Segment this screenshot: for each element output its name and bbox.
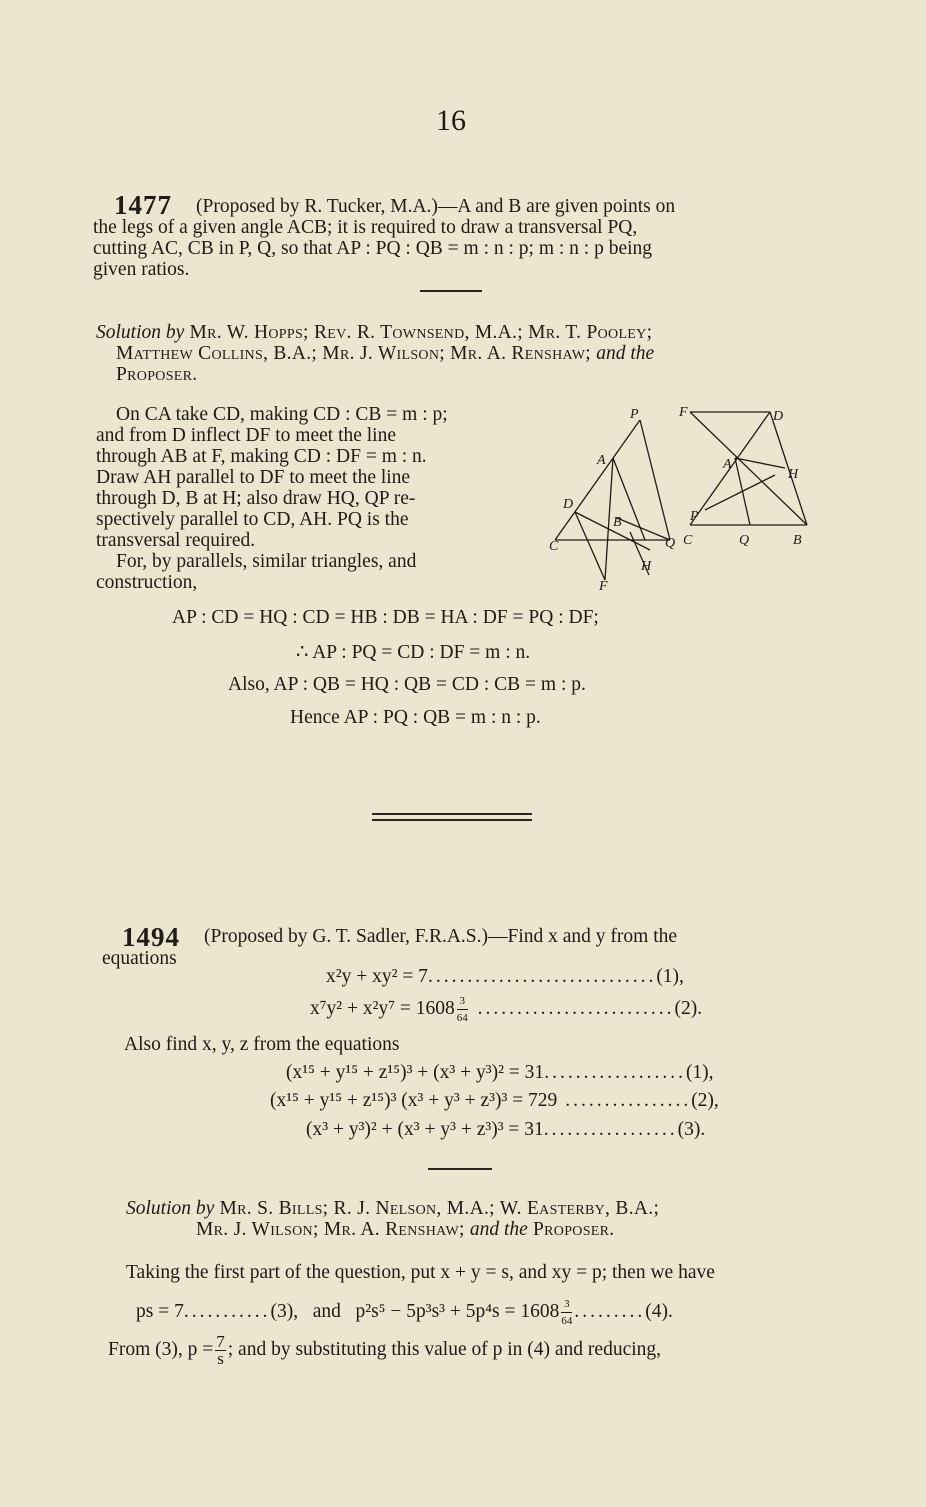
solution-by-label: Solution by [126,1198,215,1219]
equation-tag: (2), [691,1090,719,1111]
solution-contributors-2: Matthew Collins, B.A.; Mr. J. Wilson; Mr. A. Renshaw; [116,343,597,364]
figure-label: B [613,515,622,530]
geometry-figure [545,400,815,595]
equation-b2-expr: (x¹⁵ + y¹⁵ + z¹⁵)³ (x³ + y³ + z³)³ = 729 [270,1090,558,1111]
solution-contributors: Mr. S. Bills; R. J. Nelson, M.A.; W. Easterby, B.A.; [214,1198,660,1219]
equation-b2: (x¹⁵ + y¹⁵ + z¹⁵)³ (x³ + y³ + z³)³ = 729 ................(2), [270,1090,719,1111]
figure-label: C [683,533,693,548]
figure-label: A [723,457,732,472]
figure-label: H [641,559,652,574]
question-number: 1477 [114,190,172,220]
equation-a2-expr: x⁷y² + x²y⁷ = 1608 [310,997,455,1019]
question-1494-line-1: (Proposed by G. T. Sadler, F.R.A.S.)—Find x and y from the [204,926,678,947]
and-the-label: and the [469,1219,528,1240]
equation-b1: (x¹⁵ + y¹⁵ + z¹⁵)³ + (x³ + y³)² = 31..................(1), [286,1062,714,1083]
equation-b1-expr: (x¹⁵ + y¹⁵ + z¹⁵)³ + (x³ + y³)² = 31 [286,1062,545,1083]
solution-body-line: For, by parallels, similar triangles, and [116,551,417,572]
also-find-line: Also find x, y, z from the equations [124,1034,400,1055]
equation-tag: (1), [685,1062,714,1083]
equation-tag: (3), [270,1300,299,1322]
solution-heading-line-2 [116,343,654,364]
figure-label: Q [739,533,750,548]
equation-b3-expr: (x³ + y³)² + (x³ + y³ + z³)³ = 31 [306,1119,544,1140]
equation-a2: x⁷y² + x²y⁷ = 1608 $\frac{3}{64}$ .........................(2). [310,995,703,1024]
from-text: From (3), p = [108,1338,214,1360]
double-rule-bottom [372,819,532,821]
figure-label: P [690,509,699,524]
question-1477-line-4: given ratios. [93,259,190,280]
fraction-denominator: 64 [456,1012,468,1024]
question-number: 1494 [122,922,180,952]
and-the-label: and the [596,343,655,364]
equation-ps: ps = 7...........(3), and p²s⁵ − 5p³s³ + 5p⁴s = 1608 $\frac{3}{64}$ .........(4). [136,1298,673,1327]
equation-ps-expr: ps = 7 [136,1300,184,1322]
solution-body-line: through D, B at H; also draw HQ, QP re- [96,488,416,509]
solution-body-line: spectively parallel to CD, AH. PQ is the [96,509,409,530]
equation-tag: (2). [674,997,703,1019]
proof-equation-4: Hence AP : PQ : QB = m : n : p. [290,707,541,728]
page-number: 16 [436,104,466,137]
equation-b3: (x³ + y³)² + (x³ + y³ + z³)³ = 31.................(3). [306,1119,706,1140]
proof-equation-3: Also, AP : QB = HQ : QB = CD : CB = m : p. [228,674,586,695]
solution-body-line: Draw AH parallel to DF to meet the line [96,467,411,488]
section-divider [428,1168,492,1170]
equation-tag: (1), [656,966,684,987]
figure-label: Q [665,536,676,551]
fraction-numerator: 3 [561,1296,572,1313]
solution-body-line: On CA take CD, making CD : CB = m : p; [116,404,448,425]
section-divider [420,290,482,292]
figure-label: A [597,453,606,468]
question-1494-line-2: equations [102,948,177,969]
double-rule-top [372,813,532,815]
figure-label: F [599,579,608,594]
solution-1494-line-from [108,1334,661,1367]
solution-1494-heading-1 [126,1198,659,1219]
solution-1494-heading-2 [196,1219,614,1240]
figure-label: F [679,405,688,420]
solution-heading-line-3: Proposer. [116,364,198,385]
equation-a1-expr: x²y + xy² = 7 [326,966,428,987]
equation-tag: (4). [645,1300,673,1322]
proposer-label: Proposer. [527,1219,615,1240]
solution-body-line: construction, [96,572,198,593]
solution-contributors: Mr. W. Hopps; Rev. R. Townsend, M.A.; Mr. T. Pooley; [184,322,653,343]
proof-equation-2: ∴ AP : PQ = CD : DF = m : n. [296,642,531,663]
figure-label: C [549,539,559,554]
solution-heading-line-1 [96,322,652,343]
from-tail-text: ; and by substituting this value of p in (4) and reducing, [227,1338,662,1360]
and-word: and [312,1300,341,1322]
proof-equation-1: AP : CD = HQ : CD = HB : DB = HA : DF = PQ : DF; [172,607,599,628]
equation-tag: (3). [677,1119,706,1140]
figure-label: P [630,407,639,422]
solution-body-line: and from D inflect DF to meet the line [96,425,397,446]
solution-1494-line-1: Taking the first part of the question, put x + y = s, and xy = p; then we have [126,1262,715,1283]
question-1477-line-3: cutting AC, CB in P, Q, so that AP : PQ : QB = m : n : p; m : n : p being [93,238,653,259]
solution-contributors-2: Mr. J. Wilson; Mr. A. Renshaw; [196,1219,470,1240]
figure-label: D [773,409,784,424]
equation-a1: x²y + xy² = 7.............................(1), [326,966,684,987]
fraction-denominator: 64 [561,1315,573,1327]
fraction-numerator: 7 [216,1332,225,1351]
equation-big-expr: p²s⁵ − 5p³s³ + 5p⁴s = 1608 [355,1300,560,1322]
figure-label: H [788,467,799,482]
fraction-numerator: 3 [457,993,468,1010]
fraction-denominator: s [217,1349,224,1368]
question-1477-line-2: the legs of a given angle ACB; it is required to draw a transversal PQ, [93,217,638,238]
question-1477-line-1: (Proposed by R. Tucker, M.A.)—A and B are given points on [196,196,676,217]
figure-label: B [793,533,802,548]
solution-body-line: through AB at F, making CD : DF = m : n. [96,446,427,467]
solution-by-label: Solution by [96,322,185,343]
figure-label: D [563,497,574,512]
solution-body-line: transversal required. [96,530,256,551]
